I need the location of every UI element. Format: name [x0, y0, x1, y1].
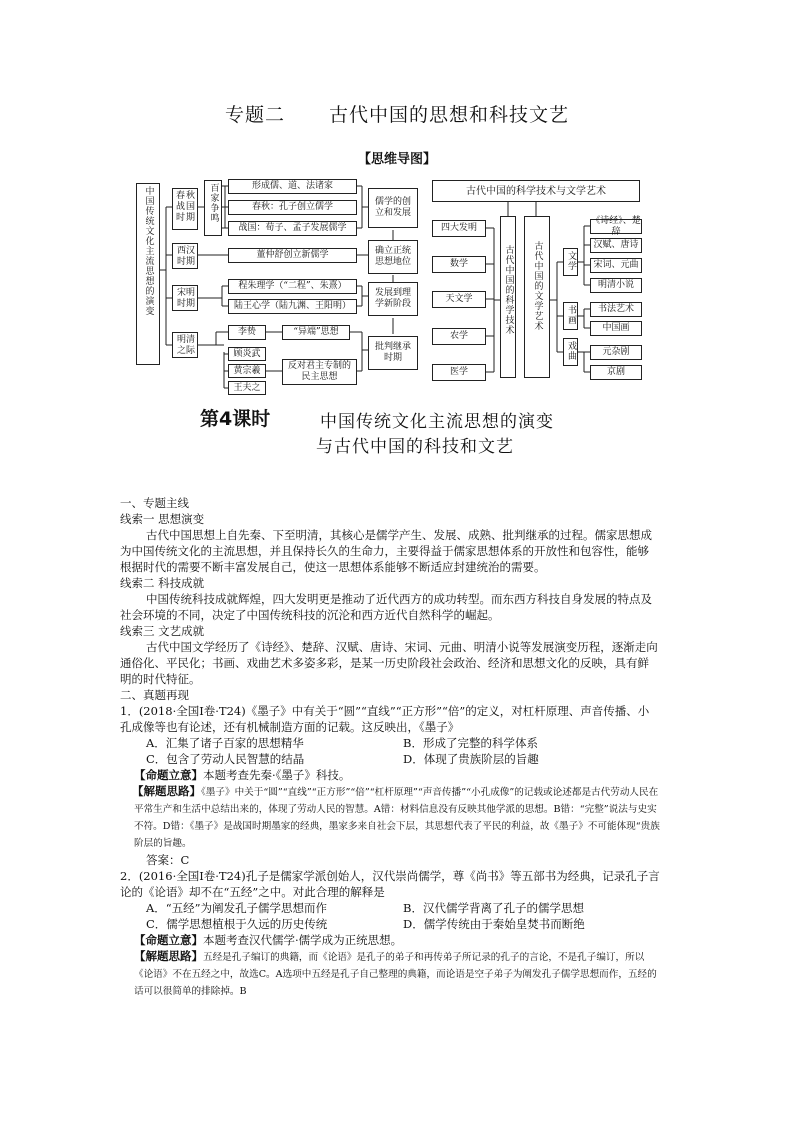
paint-1: 书法艺术: [590, 302, 642, 317]
period-mingqing: [172, 332, 198, 358]
title-part1: 专题二: [224, 104, 285, 126]
branch-opera-label: 戏曲: [566, 341, 576, 361]
item-li: 李贽: [228, 325, 266, 340]
branch-paint: [563, 302, 578, 330]
q1-solution-text: 《墨子》中关于“圆”“直线”“正方形”“倍”“杠杆原理”“声音传播”“小孔成像”的记载或论述都是古代劳动人民在平常生产和生活中总结出来的，体现了劳动人民的智慧。A错：材料信息没有反映其他学派的思想。B错：“完整”说法与史实不符。D错：《墨子》是战国时期墨家的经典，墨家多来自社会下层，其思想代表了平民的利益，故《墨子》不可能体现“贵族阶层的旨趣。: [134, 787, 660, 849]
q1-option-c: C．包含了劳动人民智慧的结晶: [146, 752, 305, 766]
q2-solution-label: 【解题思路】: [134, 949, 203, 963]
sci-item-2: 数学: [432, 256, 486, 273]
baijia-label: 百家争鸣: [208, 183, 219, 223]
stage-4: 批判继承时期: [368, 336, 418, 370]
lit-1: 《诗经》、楚辞: [591, 215, 641, 237]
q1-option-d: D．体现了贵族阶层的旨趣: [403, 752, 539, 766]
clue-1-text: 古代中国思想上自先秦、下至明清，其核心是儒学产生、发展、成熟、批判继承的过程。儒家思想成为中国传统文化的主流思想，并且保持长久的生命力，主要得益于儒家思想体系的开放性和包容性，能够根据时代的需要不断丰富发展自己，使这一思想体系能够不断适应封建统治的需要。: [120, 528, 652, 574]
baijia-box: [204, 180, 222, 236]
clue-1: 线索一 思想演变: [120, 512, 205, 526]
section-2-heading: 二、真题再现: [120, 688, 189, 702]
period-songming: [172, 285, 198, 311]
period-chunqiu: [172, 188, 198, 230]
branch-lit: [563, 248, 578, 276]
period-mingqing-label: 明清之际: [176, 335, 195, 356]
clue-3: 线索三 文艺成就: [120, 624, 205, 638]
q2-options-row2: [120, 916, 660, 932]
lit-2: 汉赋、唐诗: [590, 238, 642, 253]
q2-intent-text: 本题考查汉代儒学·儒学成为正统思想。: [203, 933, 403, 947]
q1-solution-label: 【解题思路】: [132, 784, 201, 798]
q2-intent: [120, 932, 660, 948]
q2-option-d: D．儒学传统由于秦始皇焚书而断绝: [403, 917, 585, 931]
q1-option-b: B．形成了完整的科学体系: [403, 736, 538, 750]
period-chunqiu-label: 春秋战国时期: [175, 191, 196, 223]
item-luwang: 陆王心学（陆九渊、王阳明）: [228, 299, 357, 314]
q2-option-b: B．汉代儒学背离了孔子的儒学思想: [403, 901, 584, 915]
lesson-title-line1: 中国传统文化主流思想的演变: [320, 412, 554, 432]
branch-paint-label: 书画: [566, 305, 576, 325]
item-xingcheng: 形成儒、道、法诸家: [228, 179, 357, 194]
lit-4: 明清小说: [590, 278, 642, 293]
q2-option-a: A．“五经”为阐发孔子儒学思想而作: [146, 901, 328, 915]
q1-option-a: A．汇集了诸子百家的思想精华: [146, 736, 304, 750]
title-part2: 古代中国的思想和科技文艺: [329, 104, 570, 126]
branch-lit-label: 文学: [566, 251, 576, 271]
period-xihan: [172, 243, 198, 269]
lesson-title-line2: 与古代中国的科技和文艺: [316, 437, 514, 457]
right-header: 古代中国的科学技术与文学艺术: [432, 180, 640, 202]
lesson-body: [120, 495, 660, 1000]
sci-item-3: 天文学: [432, 291, 486, 308]
branch-opera: [563, 338, 578, 366]
item-zhanguo: 战国：荀子、孟子发展儒学: [228, 221, 357, 236]
item-dong: 董仲舒创立新儒学: [228, 248, 357, 263]
item-yiduan: “异端”思想: [282, 325, 350, 340]
q1-intent-text: 本题考查先秦·《墨子》科技。: [203, 768, 351, 782]
sci-center: [500, 216, 516, 378]
stage-3: 发展到理学新阶段: [368, 282, 418, 316]
mind-map-heading: 【思维导图】: [357, 152, 436, 167]
clue-3-text: 古代中国文学经历了《诗经》、楚辞、汉赋、唐诗、宋词、元曲、明清小说等发展演变历程，逐渐走向通俗化、平民化；书画、戏曲艺术多姿多彩，是某一历史阶段社会政治、经济和思想文化的反映，具有鲜明的时代特征。: [120, 640, 658, 686]
opera-2: 京剧: [590, 365, 642, 380]
item-gu: 顾炎武: [228, 347, 266, 361]
item-fandui: 反对君主专制的民主思想: [282, 359, 357, 385]
stage-1: 儒学的创立和发展: [368, 188, 418, 228]
sci-item-4: 农学: [432, 328, 486, 345]
lesson-number: 第4课时: [200, 408, 271, 430]
root-box: [136, 183, 160, 365]
q2-option-c: C．儒学思想植根于久远的历史传统: [146, 917, 328, 931]
art-center-label: 古代中国的文学艺术: [532, 241, 543, 331]
root-label: 中国传统文化主流思想的演变: [143, 186, 154, 316]
clue-2: 线索二 科技成就: [120, 576, 205, 590]
item-chunqiu: 春秋：孔子创立儒学: [228, 200, 357, 215]
q1-intent: [120, 767, 660, 783]
q1-intent-label: 【命题立意】: [134, 768, 203, 782]
item-wang: 王夫之: [228, 381, 266, 395]
q1-options-row1: [120, 735, 660, 751]
period-songming-label: 宋明时期: [176, 288, 195, 309]
period-xihan-label: 西汉时期: [176, 246, 195, 267]
sci-center-label: 古代中国的科学技术: [503, 245, 514, 335]
q1-solution: [120, 783, 660, 852]
item-chengzhu: 程朱理学（“二程”、朱熹）: [228, 279, 357, 294]
art-center: [524, 216, 550, 378]
q1-options-row2: [120, 751, 660, 767]
opera-1: 元杂剧: [590, 345, 642, 360]
q2-intent-label: 【命题立意】: [134, 933, 203, 947]
lit-3: 宋词、元曲: [590, 258, 642, 273]
sci-item-1: 四大发明: [432, 220, 486, 237]
paint-2: 中国画: [590, 321, 642, 336]
sci-item-5: 医学: [432, 364, 486, 381]
q1-answer: 答案：C: [146, 853, 190, 867]
q2-options-row1: [120, 900, 660, 916]
q2-solution: [120, 948, 660, 1000]
q2-solution-text: 五经是孔子编订的典籍，而《论语》是孔子的弟子和再传弟子所记录的孔子的言论，不是孔子编订，所以《论语》不在五经之中，故选C。A选项中五经是孔子自己整理的典籍，而论语是空子弟子为阐发孔子儒学思想而作，五经的话可以很简单的排除掉。B: [134, 952, 657, 997]
stage-2: 确立正统思想地位: [368, 240, 418, 274]
section-1-heading: 一、专题主线: [120, 496, 189, 510]
item-huang: 黄宗羲: [228, 364, 266, 378]
clue-2-text: 中国传统科技成就辉煌，四大发明更是推动了近代西方的成功转型。而东西方科技自身发展的特点及社会环境的不同，决定了中国传统科技的沉沦和西方近代自然科学的崛起。: [120, 592, 652, 622]
question-1: 1．(2018·全国Ⅰ卷·T24)《墨子》中有关于“圆”“直线”“正方形”“倍”的定义，对杠杆原理、声音传播、小孔成像等也有论述，还有机械制造方面的记载。这反映出，《墨子》: [120, 704, 650, 734]
question-2: 2．(2016·全国Ⅰ卷·T24)孔子是儒家学派创始人，汉代崇尚儒学，尊《尚书》等五部书为经典，记录孔子言论的《论语》却不在“五经”之中。对此合理的解释是: [120, 869, 660, 899]
